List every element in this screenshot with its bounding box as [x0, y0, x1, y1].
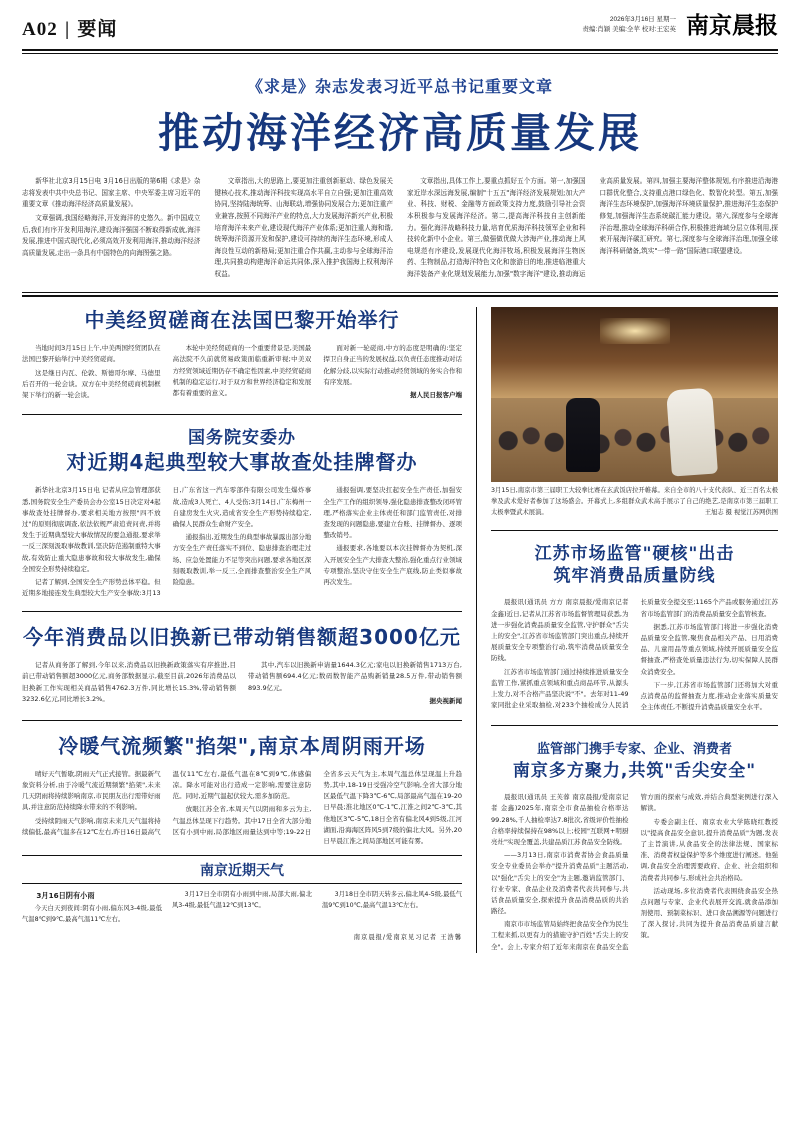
article-paragraph: 南京市市场监管局始终把食品安全作为民生工程来抓,以更有力的措施守护百姓"舌尖上的安全"。会上,专家介绍了近年来南京在食品安全监管方面的探索与成效,并结合典型案例进行深入解读。 [491, 793, 778, 951]
photo-block [491, 307, 778, 518]
weather-day-detail: 3月18日全市阴天转多云,偏北风4-5级,最低气温9℃到10℃,最高气温13℃左右。 [322, 891, 462, 909]
article-china-us-talks [22, 307, 462, 402]
paper-logo: 南京晨报 [686, 12, 778, 39]
article-paragraph: 记者从商务部了解到,今年以来,消费品以旧换新政策落实有序推进,目前已带动销售额超3000亿元,商务部数据显示,截至目前,2026年消费品以旧换新工作实现相关商品销售4762.3万件,同比增长15.3%,带动销售额3232.6亿元,同比增长3.2%。 [22, 661, 236, 703]
article-paragraph: 这是继日内瓦、伦敦、斯德哥尔摩、马德里后召开的一轮会谈。双方在中美经贸磋商机制框架下举行的新一轮会谈。 [22, 368, 161, 399]
article-source: 据央视新闻 [429, 696, 462, 705]
weather-day-detail: 3月17日全市阴有小雨到中雨,局部大雨,偏北风3-4级,最低气温12℃到13℃。 [172, 891, 312, 909]
weather-day-3 [322, 890, 462, 928]
article-source: 据人民日报客户端 [409, 390, 462, 399]
article-headline-line2: 对近期4起典型较大事故查处挂牌督办 [66, 450, 418, 475]
photo-performer-dark [566, 398, 600, 472]
lead-paragraph: 文章强调,我国经略海洋,开发海洋的史悠久。新中国成立后,我们有序开发利用海洋,建设海洋强国不断取得新成就,海洋发展,推进中国式现代化,必须高效开发利用海洋,推动海洋经济高质量发展,走出一条具有中国特色的向海图强之路。 [22, 214, 201, 257]
weather-day-title: 3月16日阴有小雨 [36, 891, 95, 901]
page-number: A02 [22, 19, 58, 40]
masthead-rule-top [22, 49, 778, 51]
article-safety-supervision [22, 427, 462, 599]
photo-performer-white [666, 388, 718, 477]
right-divider-2 [491, 725, 778, 726]
lead-divider-top [22, 292, 778, 293]
article-paragraph: 面对新一轮磋商,中方的态度是明确的:坚定捍卫自身正当的发展权益,以负责任态度推动对话化解分歧,以实际行动推动经贸领域的务实合作和有序发展。 [323, 344, 462, 386]
article-headline: 中美经贸磋商在法国巴黎开始举行 [84, 308, 400, 333]
publish-date: 2026年3月16日 星期一 [609, 15, 676, 23]
article-subhead: 监管部门携手专家、企业、消费者 [536, 742, 732, 758]
article-paragraph: 通报强调,要坚决扛起安全生产责任,加强安全生产工作的组织领导,强化隐患排查整改闭环管理,严格落实企业主体责任和部门监管责任,对排查发现的问题隐患,要建立台账、挂牌督办、逐项整改销号。 [323, 486, 462, 540]
article-body [22, 343, 462, 402]
article-weather-forecast [22, 733, 462, 941]
lead-paragraph: 文章指出,具体工作上,要重点抓好五个方面。第一,加强国家近岸水深远海发展,编制"十五五"海洋经济发展规划;加大产业、科技、财税、金融等方面政策支持力度,鼓励引导社会资本积极参与发展海洋经济。第二,提高海洋科技自主创新能力。强化海洋战略科技力量,培育优质海洋科技领军企业和科技转化新中小企业。第三,做强做优做大涉海产业,推动海上风电规范有序建设,发展现代化海洋牧场,积极发展海洋生物医药、生物制品,打造海洋特色文化和旅游目的地,推进临港重大海洋装备产业化规划发展能力,加强"数字海洋"建设,推动海运业高质量发展。第四,加强主要海洋整体规划,有序推进沿海港口群优化整合,支持重点港口绿色化、数智化转型。第五,加强海洋生态环境保护,加强海洋环境质量保护,推进海洋生态保护修复,加强海洋生态系统碳汇能力建设。第六,深度参与全球海洋治理,推动全球海洋科研合作,积极推进海域分层立体利用,探索开展海洋碳汇研究。第七,深度参与全球海洋治理,加强全球海洋科研储备,筑实"一带一路"国际港口联盟建设。 [407, 177, 778, 278]
article-headline: 南京多方聚力,共筑"舌尖安全" [512, 761, 757, 782]
article-paragraph: 其中,汽车以旧换新申请量1644.3亿元;家电以旧换新销售1713万台,带动销售额694.4亿元;数码数智能产品购新销量28.5万件,带动销售额893.9亿元。 [248, 661, 462, 692]
editor-credits: 责编:肖颖 美编:全苹 校对:王宏英 [582, 25, 676, 33]
masthead-right [582, 14, 778, 37]
article-nanjing-food-safety [491, 738, 778, 953]
article-paragraph: 当地时间3月15日上午,中美两国经贸团队在法国巴黎开始举行中美经贸磋商。 [22, 344, 161, 364]
right-column [477, 307, 778, 953]
photo-credit: 王旭志 摄 视觉江苏网供图 [704, 508, 778, 516]
lead-body [22, 176, 778, 280]
article-paragraph: 本轮中美经贸磋商的一个重要背景是,美国最高法院不久前就贸易政策面临重新审视;中美双方经贸领域近期仍存不确定性因素,中美经贸磋商机制的稳定运行,对于双方和世界经济稳定和发展都有着重要的意义。 [172, 344, 312, 397]
article-paragraph: 晨报讯(通讯员 方方 南京晨报/爱南京记者 金鑫)近日,记者从江苏省市场监督管理局获悉,为进一步强化消费品质量安全监管,守护群众"舌尖上的安全",江苏省市场监管部门突出重点,持续开展质量安全专项整治行动,筑牢消费品质量安全防线。 [491, 598, 629, 663]
lead-paragraph: 新华社北京3月15日电 3月16日出版的第6期《求是》杂志将发表中共中央总书记、国家主席、中央军委主席习近平的重要文章《推动海洋经济高质量发展》。 [22, 177, 201, 209]
article-paragraph: 下一步,江苏省市场监管部门还将加大对重点消费品的监督抽查力度,推动企业落实质量安全主体责任,不断提升消费品质量安全水平。 [640, 680, 778, 712]
article-body [491, 792, 778, 952]
article-paragraph: 晴好天气暂歇,阴雨天气正式接管。据最新气象资料分析,由于冷暖气流近期频繁"掐架",未来几天阴雨将持续影响南京,市民朋友出行需带好雨具,并注意防范持续降水带来的不利影响。 [22, 769, 161, 812]
article-paragraph: 记者了解到,全国安全生产形势总体平稳。但近期多地接连发生典型较大生产安全事故:3月13日,广东省这一汽车零部件有限公司发生爆炸事故,造成3人死亡、4人受伤;3月14日,广东梅州一自建房发生火灾,造成省安全生产形势持续稳定,确保人民群众生命财产安全。 [22, 486, 312, 598]
left-divider-2 [22, 611, 462, 612]
photo-crowd [491, 384, 778, 465]
article-trade-in-program [22, 624, 462, 708]
article-body [22, 485, 462, 599]
article-headline: 冷暖气流频繁"掐架",南京本周阴雨开场 [58, 733, 426, 758]
article-jiangsu-market-regulation [491, 543, 778, 713]
article-paragraph: 专委会副主任、南京农业大学陈晓红教授以"提高食品安全意识,提升消费品质"为题,发表了主旨演讲,从食品安全的法律法规、国家标准、消费者权益保护等多个维度进行阐述。他强调,食品安全治理需要政府、企业、社会组织和消费者共同参与,形成社会共治格局。 [640, 817, 778, 882]
article-paragraph: 通报指出,近期发生的典型事故暴露出部分地方安全生产责任落实不到位、隐患排查治理走过场、应急处置能力不足等突出问题,要求各地区深刻吸取教训,举一反三,全面排查整治安全生产风险隐患。 [172, 533, 312, 586]
weather-box-heading: 南京近期天气 [22, 855, 462, 884]
article-body [22, 769, 462, 847]
article-paragraph: 江苏省市场监管部门通过持续推进质量安全监管工作,紧抓重点领域和重点商品环节,从源头上发力,对不合格产品坚决说"不"。去年对11-49家同批企业采取抽检,对233个抽检成分人民消长质量安全提交至;1165个产品或服务通过江苏省市场监管部门的消费品质量安全监管核查。 [491, 598, 778, 710]
article-paragraph: 活动现场,多位消费者代表围绕食品安全热点问题与专家、企业代表展开交流,就食品添加剂使用、预制菜标识、进口食品溯源等问题进行了深入探讨,共同为提升食品消费品质建言献策。 [640, 886, 778, 940]
article-headline-line1: 国务院安委办 [188, 428, 296, 449]
lead-story [22, 54, 778, 157]
article-paragraph: 晨报讯(通讯员 王芙蓉 南京晨报/爱南京记者 金鑫)2025年,南京全市食品抽检合格率达99.28%,千人抽检率达7.8批次,省级评价性抽检合格率持续保持在98%以上;校园"互联网+明厨亮灶"实现全覆盖,共建品质江苏食品安全防线。 [491, 793, 629, 846]
article-headline-line2: 筑牢消费品质量防线 [553, 566, 716, 587]
photo-ceiling-light [600, 318, 670, 344]
page-columns [22, 307, 778, 953]
photo-caption-text: 3月15日,南京市第三届职工大较拳比赛在玄武饭店拉开帷幕。来自全市的八十支代表队、近三百名太极拳及武术爱好者参加了这场盛会。开幕式上,多组群众武术高手展示了自己的绝艺,是南京市第三届职工太极拳暨武术展演。 [491, 487, 778, 516]
article-paragraph: 受持续阴雨天气影响,南京未来几天气温将持续偏低,最高气温多在12℃左右,昨日16日最高气温仅11℃左右,最低气温在8℃到9℃,体感偏凉。降水可能对出行造成一定影响,需要注意防范。同时,近期气温起伏较大,需多加防范。 [22, 769, 312, 836]
taichi-competition-photo [491, 307, 778, 482]
masthead-left [22, 14, 117, 41]
lead-paragraph: 文章指出,大的思路上,要更加注重创新驱动、绿色发展关键核心技术,推动海洋科技实现高水平自立自强;更加注重高效协同,坚持陆海统筹、山海联动,增强协同发展合力;更加注重产业兼容,按照不同海洋产业的特点,大力发展海洋新兴产业,积极培育海洋未来产业,建设现代海洋产业体系;更加注重人海和谐,统筹海洋资源开发和保护,建设可持续的海洋生态环境,形成人海良性互动的新格局;更加注重合作共赢,主动参与全球海洋治理,共同推动构建海洋命运共同体,深入推护我国海上权利海洋权益。 [214, 177, 393, 278]
section-name: 要闻 [77, 18, 118, 40]
weather-day-2 [172, 890, 312, 928]
article-paragraph: ——3月13日,南京市消费者协会食品质量安全专业委员会举办"提升消费品质"主题活动,以"强化"舌尖上的安全"为主题,邀请监管部门、行业专家、食品企业及消费者代表共同参与,共话食品质量安全,探索提升食品消费品质的共治路径。 [491, 851, 629, 916]
lead-divider-bottom [22, 295, 778, 297]
weather-day-1 [22, 890, 162, 928]
article-paragraph: 据悉,江苏市场监管部门将进一步强化消费品质量安全监管,聚焦食品相关产品、日用消费品、儿童用品等重点领域,持续开展质量安全监督抽查,严格查处质量违法行为,切实保障人民群众消费安全。 [640, 622, 778, 676]
left-divider-1 [22, 414, 462, 415]
weather-box [22, 890, 462, 928]
lead-headline: 推动海洋经济高质量发展 [158, 108, 642, 157]
masthead [22, 14, 778, 47]
article-body [491, 597, 778, 713]
masthead-separator: | [64, 19, 71, 39]
article-paragraph: 放眼江苏全省,本周天气以阴雨和多云为主,气温总体呈现下行趋势。其中17日全省大部分地区有小到中雨,局部地区雨量达到中等;19-22日全省多云天气为主,本周气温总体呈现温上升趋势,其中,18-19日受强冷空气影响,全省大部分地区最低气温下降3℃-6℃,局部最高气温在19-20日早晨;淮北地区0℃-1℃,江淮之间2℃-3℃,其他地区3℃-5℃,18日全省有偏北风4到5级,江河湖面,沿海海区阵风5到7级的偏北大风。另外,20日早晨江淮之间局部地区可能有雾。 [172, 769, 462, 845]
weather-day-detail: 今天白天到夜间:阴有小雨,偏东风3-4级,最低气温8℃到9℃,最高气温11℃左右。 [22, 905, 162, 924]
article-source: 南京晨报/爱南京见习记者 王浩馨 [353, 934, 462, 942]
article-paragraph: 通报要求,各地要以本次挂牌督办为契机,深入开展安全生产大排查大整治,强化重点行业领域专项整治,坚决守住安全生产底线,防止类似事故再次发生。 [323, 544, 462, 586]
masthead-meta [582, 15, 676, 37]
photo-caption [491, 486, 778, 518]
left-divider-3 [22, 720, 462, 721]
lead-kicker: 《求是》杂志发表习近平总书记重要文章 [246, 76, 553, 96]
right-divider-1 [491, 530, 778, 531]
left-column [22, 307, 477, 953]
article-headline: 今年消费品以旧换新已带动销售额超3000亿元 [23, 625, 461, 650]
article-paragraph: 新华社北京3月15日电 记者从应急管理部获悉,国务院安全生产委员会办公室15日决定对4起事故查处挂牌督办,要求相关地方按照"四不放过"的原则彻底调查,依法依规严肃追责问责,并将发生于近期典型较大事故情况的要急通报,要求举一反三深刻汲取事故教训,坚决防范遏制重特大事故,有效防止重大隐患事故和较大事故发生,确保全国安全形势持续稳定。 [22, 486, 161, 573]
article-body [22, 660, 462, 708]
article-headline-line1: 江苏市场监管"硬核"出击 [534, 544, 735, 565]
